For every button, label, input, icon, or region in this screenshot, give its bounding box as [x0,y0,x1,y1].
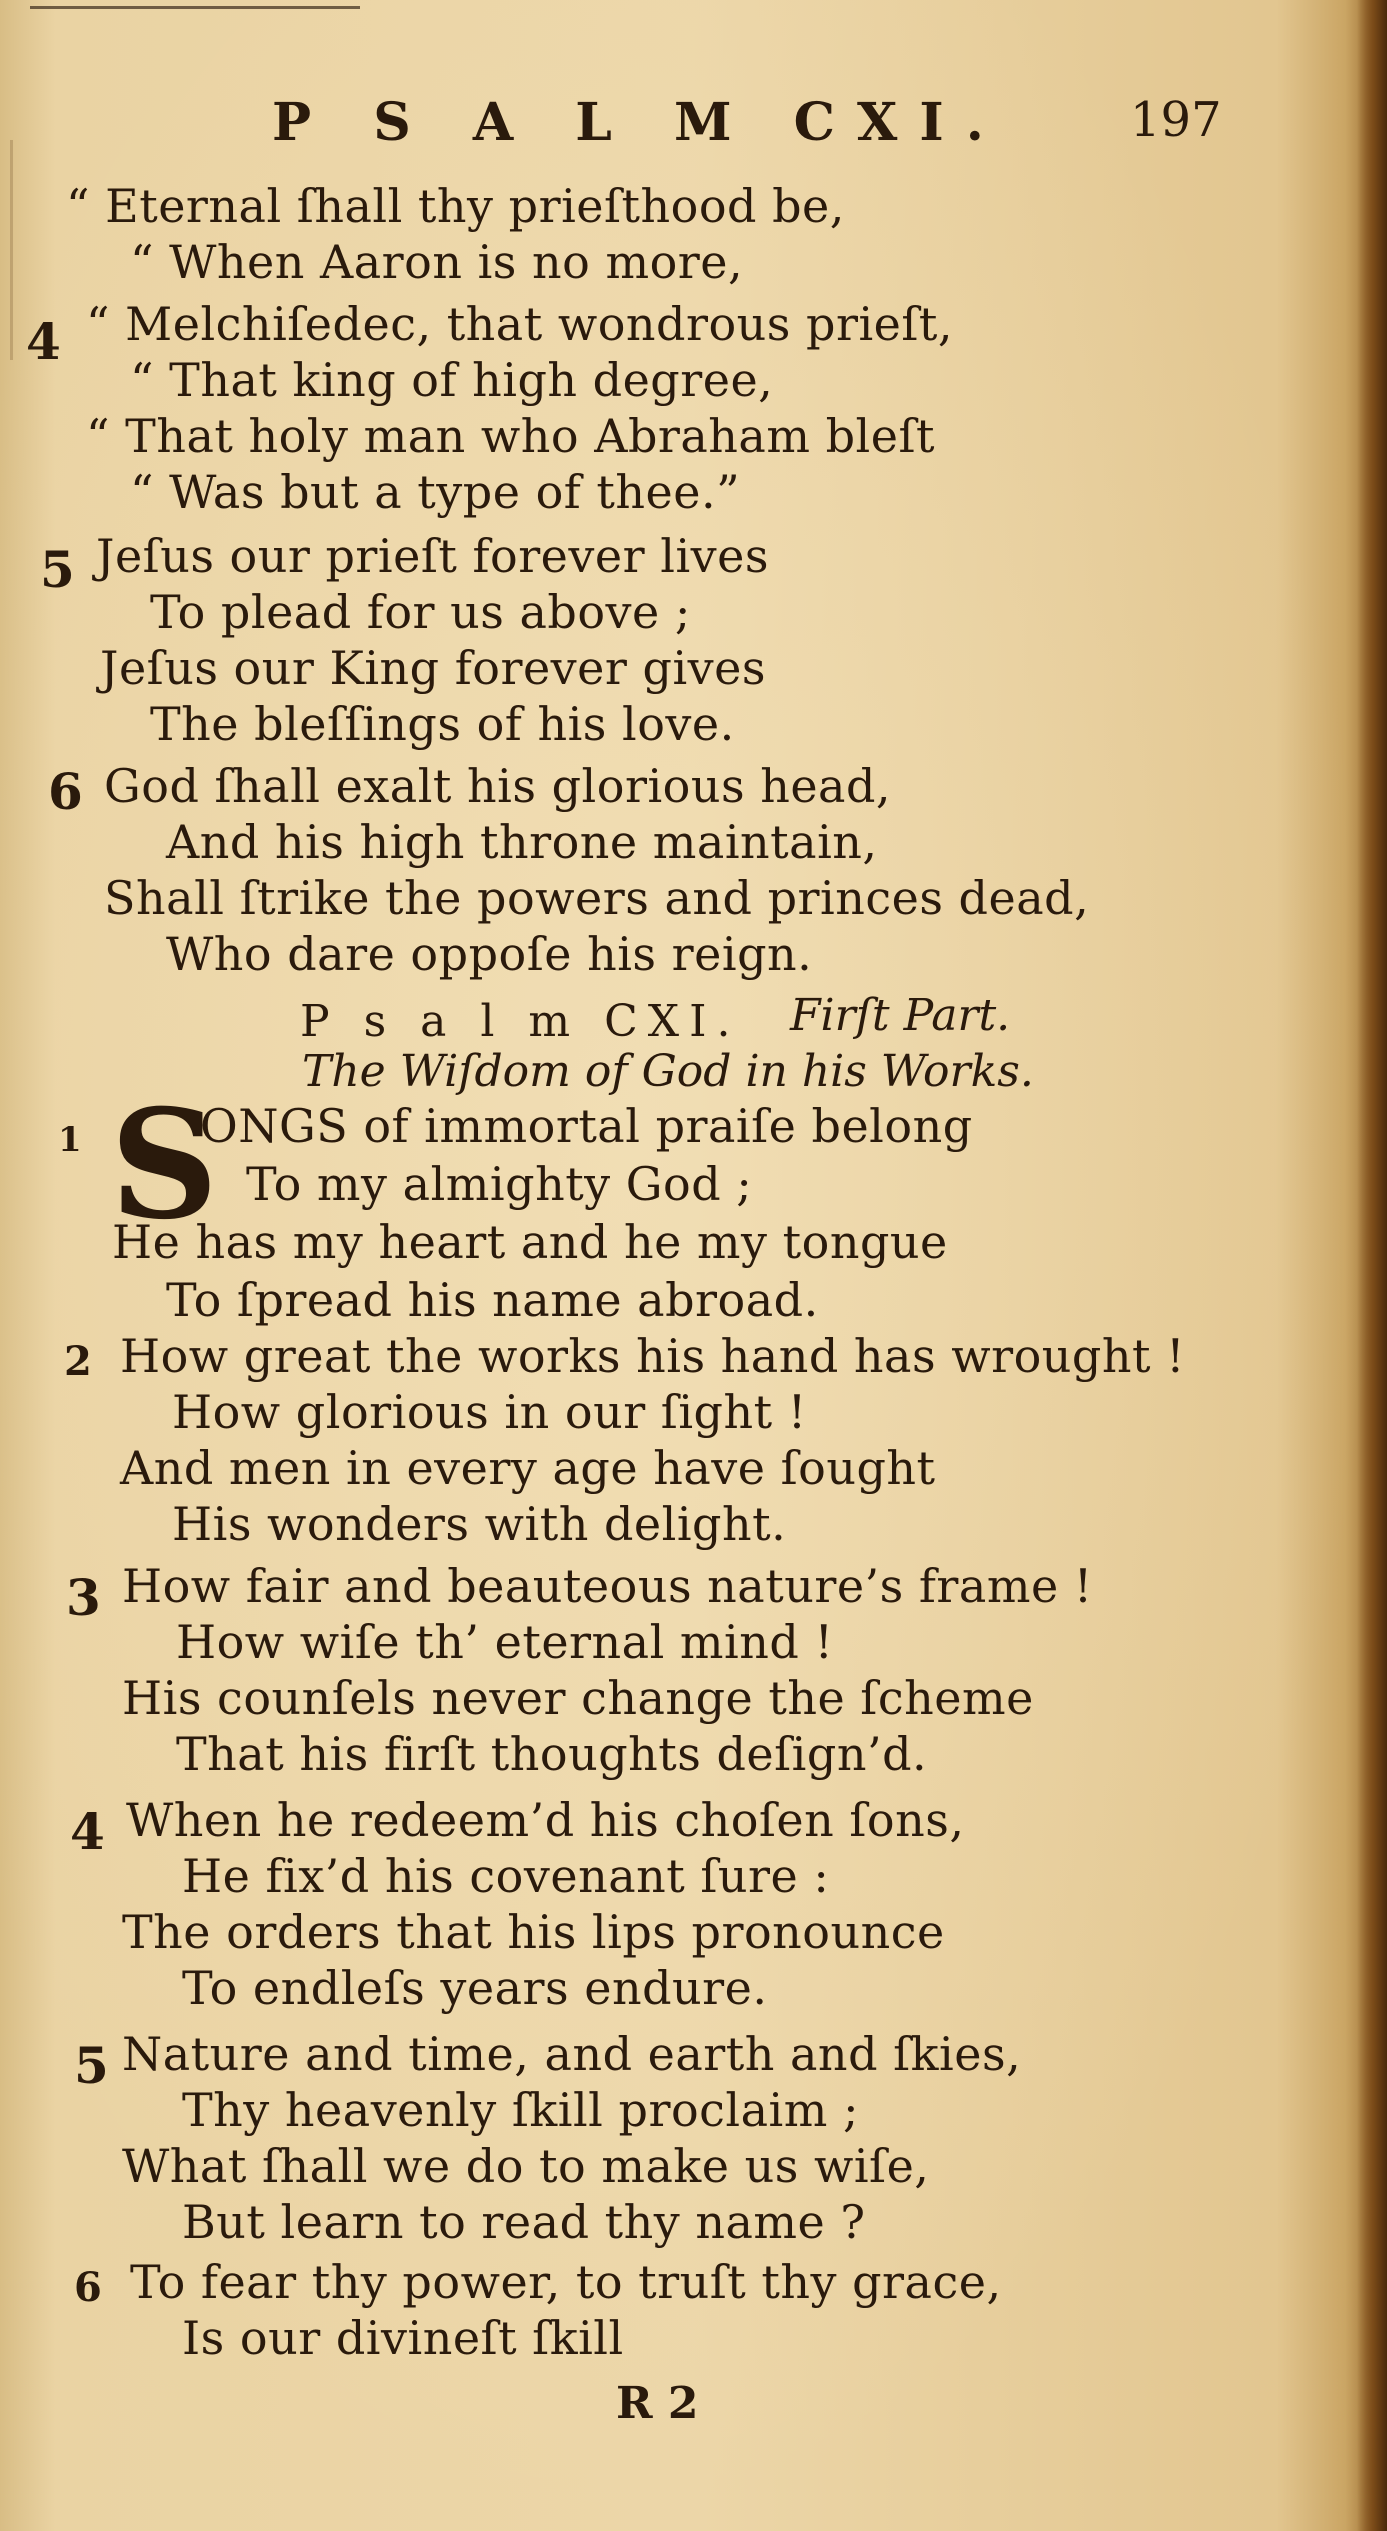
psalm-part: Firſt Part. [790,990,1011,1041]
top-rule [30,6,360,9]
signature-mark: R 2 [616,2378,699,2429]
verse-line: Shall ſtrike the powers and princes dead, [104,871,1090,925]
verse-number: 4 [70,1802,105,1861]
verse-number: 6 [74,2264,102,2311]
verse-line: “ Melchiſedec, that wondrous prieſt, [86,297,954,351]
verse-line: Who dare oppoſe his reign. [166,927,813,981]
psalm-heading: P s a l m CXI. [300,996,741,1047]
verse-line: The bleſſings of his love. [150,697,735,751]
verse-line: Nature and time, and earth and ſkies, [122,2027,1022,2081]
verse-line: To endleſs years endure. [182,1961,768,2015]
verse-line: And his high throne maintain, [166,815,878,869]
verse-number: 2 [64,1338,92,1385]
verse-line: When he redeem’d his choſen ſons, [126,1793,965,1847]
verse-line: His counſels never change the ſcheme [122,1671,1034,1725]
verse-line: What ſhall we do to make us wiſe, [122,2139,930,2193]
verse-line: ONGS of immortal praiſe belong [200,1099,973,1153]
verse-line: His wonders with delight. [172,1497,787,1551]
verse-number: 3 [66,1568,101,1627]
verse-line: But learn to read thy name ? [182,2195,866,2249]
book-spine [1357,0,1387,2531]
verse-number: 1 [58,1120,82,1160]
verse-number: 4 [26,312,61,371]
verse-line: Is our divineſt ſkill [182,2311,624,2365]
verse-line: To my almighty God ; [246,1157,753,1211]
margin-stain [10,140,13,360]
verse-line: “ That holy man who Abraham bleſt [86,409,935,463]
verse-line: How great the works his hand has wrought ! [120,1329,1186,1383]
verse-line: To plead for us above ; [150,585,691,639]
verse-line: “ That king of high degree, [130,353,774,407]
psalm-subtitle: The Wiſdom of God in his Works. [302,1046,1034,1097]
verse-line: And men in every age have ſought [120,1441,936,1495]
verse-number: 6 [48,762,83,821]
verse-line: How glorious in our ſight ! [172,1385,807,1439]
verse-line: To fear thy power, to truſt thy grace, [130,2255,1002,2309]
verse-line: The orders that his lips pronounce [122,1905,945,1959]
running-head: P S A L M CXI. [272,92,1006,153]
page-number: 197 [1130,92,1222,148]
verse-line: “ Was but a type of thee.” [130,465,741,519]
verse-line: He fix’d his covenant ſure : [182,1849,830,1903]
verse-line: He has my heart and he my tongue [112,1215,948,1269]
verse-line: Jeſus our prieſt forever lives [96,529,769,583]
verse-number: 5 [74,2036,109,2095]
verse-line: Jeſus our King forever gives [100,641,766,695]
verse-line: “ Eternal ſhall thy prieſthood be, [66,179,845,233]
verse-line: “ When Aaron is no more, [130,235,744,289]
verse-line: Thy heavenly ſkill proclaim ; [182,2083,859,2137]
drop-cap: S [110,1077,219,1253]
verse-line: How fair and beauteous nature’s frame ! [122,1559,1093,1613]
verse-number: 5 [40,540,75,599]
verse-line: To ſpread his name abroad. [166,1273,819,1327]
verse-line: That his firſt thoughts deſign’d. [176,1727,928,1781]
verse-line: God ſhall exalt his glorious head, [104,759,892,813]
verse-line: How wiſe th’ eternal mind ! [176,1615,834,1669]
